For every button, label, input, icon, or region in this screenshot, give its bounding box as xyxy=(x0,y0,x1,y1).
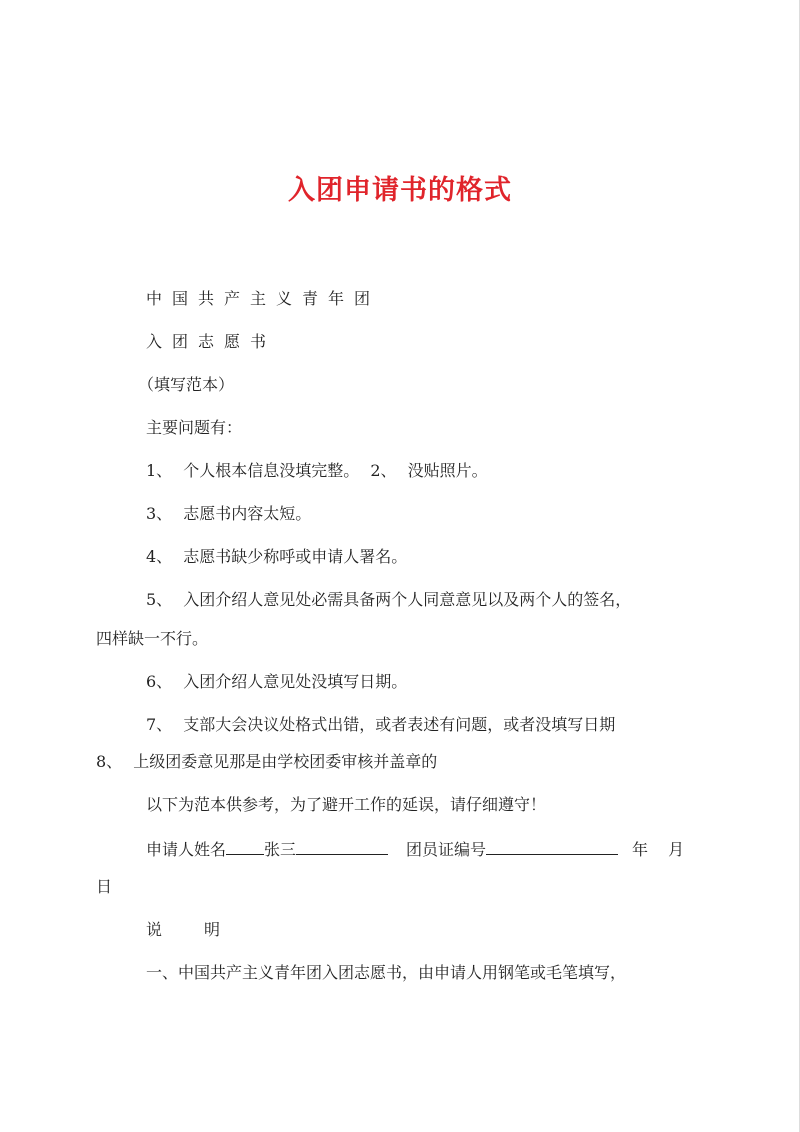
form-title-line: 入团志愿书 xyxy=(146,332,277,351)
applicant-name-value: 张三 xyxy=(264,840,297,859)
member-id-label: 团员证编号 xyxy=(406,840,487,859)
issues-heading: 主要问题有： xyxy=(146,418,243,437)
issue-item-1-2: 1、 个人根本信息没填完整。 2、 没贴照片。 xyxy=(146,461,488,480)
issue-item-3: 3、 志愿书内容太短。 xyxy=(146,504,312,523)
issue-item-6: 6、 入团介绍人意见处没填写日期。 xyxy=(146,672,408,691)
explanation-item-1: 一、中国共产主义青年团入团志愿书，由申请人用钢笔或毛笔填写， xyxy=(146,963,627,982)
applicant-name-label: 申请人姓名 xyxy=(146,840,227,859)
document-title: 入团申请书的格式 xyxy=(288,175,512,206)
date-month-label: 月 xyxy=(668,840,685,859)
explanation-heading-char-1: 说 xyxy=(146,920,163,939)
date-year-label: 年 xyxy=(632,840,649,859)
issue-item-5-continued: 四样缺一不行。 xyxy=(96,629,209,648)
applicant-info-row xyxy=(146,838,684,860)
member-id-blank xyxy=(486,838,618,855)
issue-item-7: 7、 支部大会决议处格式出错，或者表述有问题，或者没填写日期 xyxy=(146,715,616,734)
name-blank-after xyxy=(296,838,388,855)
org-name-line: 中国共产主义青年团 xyxy=(146,289,381,308)
date-day-label: 日 xyxy=(96,877,113,896)
issue-item-4: 4、 志愿书缺少称呼或申请人署名。 xyxy=(146,547,408,566)
issue-item-8: 8、 上级团委意见那是由学校团委审核并盖章的 xyxy=(96,752,438,771)
explanation-heading-char-2: 明 xyxy=(204,920,221,939)
sample-note-line: （填写范本） xyxy=(138,375,235,394)
reference-note: 以下为范本供参考，为了避开工作的延误，请仔细遵守！ xyxy=(146,795,547,814)
name-blank-before xyxy=(226,838,264,855)
explanation-heading xyxy=(146,920,220,940)
issue-item-5: 5、 入团介绍人意见处必需具备两个人同意意见以及两个人的签名， xyxy=(146,590,632,609)
